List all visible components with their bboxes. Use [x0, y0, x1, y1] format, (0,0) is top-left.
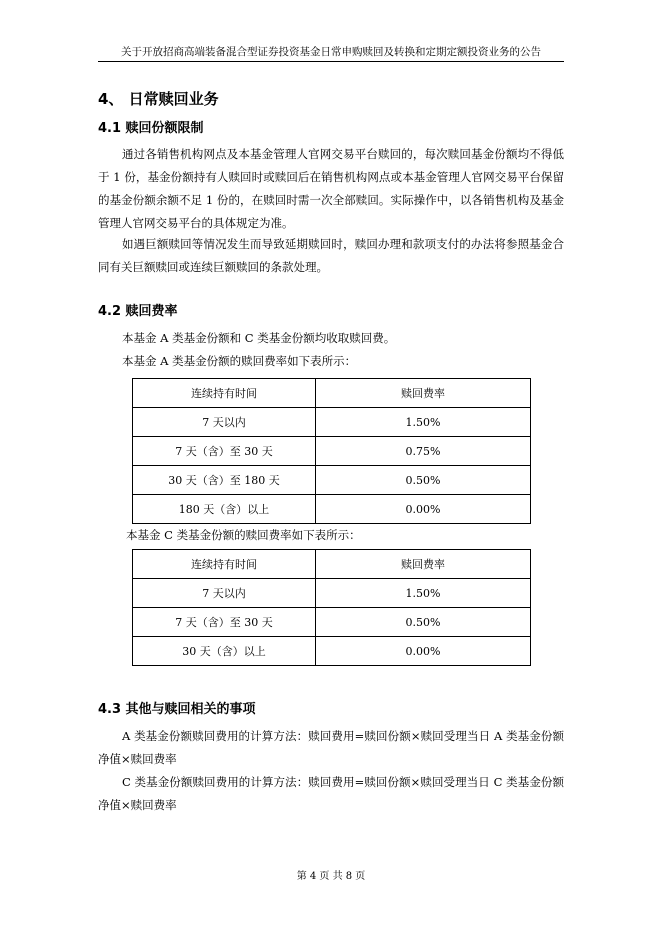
fee-rate-cell: 0.00%: [316, 637, 531, 666]
fee-rate-cell: 0.50%: [316, 608, 531, 637]
holding-period-cell: 7 天（含）至 30 天: [133, 608, 316, 637]
subsection-heading-4-2: 4.2 赎回费率: [98, 304, 178, 319]
fee-rate-cell: 1.50%: [316, 579, 531, 608]
class-a-fee-table: [132, 378, 531, 524]
holding-period-cell: 30 天（含）以上: [133, 637, 316, 666]
table-row: [133, 495, 531, 524]
table-row: [133, 408, 531, 437]
class-c-intro-line: 本基金 C 类基金份额的赎回费率如下表所示：: [126, 528, 361, 542]
section-heading: 4、 日常赎回业务: [98, 90, 219, 108]
table-row: [133, 637, 531, 666]
header-cell-fee-rate: 赎回费率: [316, 550, 531, 579]
class-a-intro-line: 本基金 A 类基金份额的赎回费率如下表所示：: [122, 354, 357, 368]
fee-intro-line: 本基金 A 类基金份额和 C 类基金份额均收取赎回费。: [122, 331, 396, 345]
table-row: [133, 579, 531, 608]
redemption-limit-paragraph: 通过各销售机构网点及本基金管理人官网交易平台赎回的，每次赎回基金份额均不得低于 1 份，基金份额持有人赎回时或赎回后在销售机构网点或本基金管理人官网交易平台保留的基金份额余额不足 1 份的，在赎回时需一次全部赎回。实际操作中，以各销售机构及基金管理人官网交易平台的具体规定为准。: [98, 147, 564, 230]
header-cell-holding-period: 连续持有时间: [133, 550, 316, 579]
class-c-fee-formula: C 类基金份额赎回费用的计算方法：赎回费用=赎回份额×赎回受理当日 C 类基金份额净值×赎回费率: [98, 775, 564, 812]
page-number: 第 4 页 共 8 页: [296, 871, 366, 882]
fee-rate-cell: 0.75%: [316, 437, 531, 466]
class-c-fee-table: [132, 549, 531, 666]
table-header-row: [133, 379, 531, 408]
holding-period-cell: 30 天（含）至 180 天: [133, 466, 316, 495]
header-rule: [98, 61, 564, 62]
fee-rate-cell: 1.50%: [316, 408, 531, 437]
header-cell-holding-period: 连续持有时间: [133, 379, 316, 408]
header-cell-fee-rate: 赎回费率: [316, 379, 531, 408]
table-row: [133, 608, 531, 637]
fee-rate-cell: 0.00%: [316, 495, 531, 524]
subsection-heading-4-1: 4.1 赎回份额限制: [98, 121, 204, 136]
holding-period-cell: 180 天（含）以上: [133, 495, 316, 524]
table-header-row: [133, 550, 531, 579]
class-a-fee-formula: A 类基金份额赎回费用的计算方法：赎回费用=赎回份额×赎回受理当日 A 类基金份额净值×赎回费率: [98, 729, 564, 766]
table-row: [133, 466, 531, 495]
fee-rate-cell: 0.50%: [316, 466, 531, 495]
holding-period-cell: 7 天以内: [133, 408, 316, 437]
page-header: 关于开放招商高端装备混合型证券投资基金日常申购赎回及转换和定期定额投资业务的公告: [121, 46, 541, 58]
holding-period-cell: 7 天（含）至 30 天: [133, 437, 316, 466]
subsection-heading-4-3: 4.3 其他与赎回相关的事项: [98, 702, 256, 717]
holding-period-cell: 7 天以内: [133, 579, 316, 608]
table-row: [133, 437, 531, 466]
large-redemption-paragraph: 如遇巨额赎回等情况发生而导致延期赎回时，赎回办理和款项支付的办法将参照基金合同有关巨额赎回或连续巨额赎回的条款处理。: [98, 237, 564, 274]
